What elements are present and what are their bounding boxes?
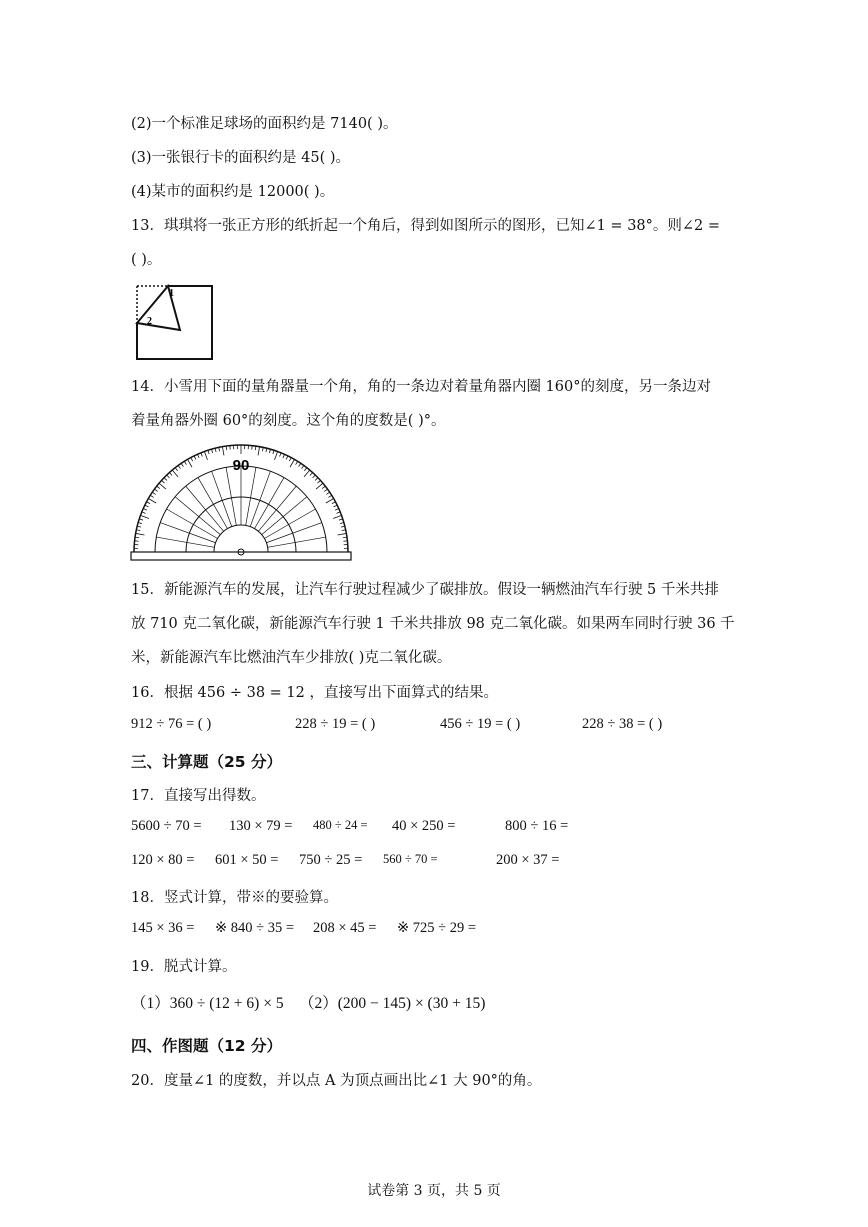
q17-expr: 560 ÷ 70 = [383,852,438,866]
q12-item2: (2)一个标准足球场的面积约是 7140( )。 [131,116,398,132]
q14-text-line2: 着量角器外圈 60°的刻度。这个角的度数是( )°。 [131,413,446,429]
page-footer: 试卷第 3 页，共 5 页 [367,1183,501,1199]
q17-expr: 601 × 50 = [215,852,279,868]
q17-row1 [131,818,568,835]
q19-expr2: （2）(200 − 145) × (30 + 15) [299,995,486,1012]
section3-title: 三、计算题（25 分） [131,753,282,771]
q17-row2 [131,852,559,869]
q19-text: 19．脱式计算。 [131,959,237,975]
protractor-90-label: 90 [232,457,250,474]
q17-expr: 40 × 250 = [392,818,456,834]
q12-item3: (3)一张银行卡的面积约是 45( )。 [131,150,351,166]
q12-item4: (4)某市的面积约是 12000( )。 [131,184,335,200]
q16-expr: 228 ÷ 19 = ( ) [295,716,376,732]
q19-row [131,991,485,1013]
section4-title: 四、作图题（12 分） [131,1037,282,1055]
angle-1-label: 1 [169,288,174,299]
q20-text: 20．度量∠1 的度数，并以点 A 为顶点画出比∠1 大 90°的角。 [131,1073,542,1089]
q16-expr: 228 ÷ 38 = ( ) [582,716,663,732]
q14-text-line1: 14．小雪用下面的量角器量一个角，角的一条边对着量角器内圈 160°的刻度，另一条边对 [131,379,711,395]
q19-expr1: （1）360 ÷ (12 + 6) × 5 [131,995,284,1012]
q17-expr: 200 × 37 = [496,852,560,868]
q17-text: 17．直接写出得数。 [131,788,266,804]
q17-expr: 120 × 80 = [131,852,195,868]
q16-expr: 912 ÷ 76 = ( ) [131,716,212,732]
q13-text-line1: 13．琪琪将一张正方形的纸折起一个角后，得到如图所示的图形，已知∠1 = 38°。则∠2 = [131,218,721,234]
q18-expr: 145 × 36 = [131,920,195,936]
angle-2-label: 2 [147,316,152,327]
q15-text-line1: 15．新能源汽车的发展，让汽车行驶过程减少了碳排放。假设一辆燃油汽车行驶 5 千米共排 [131,582,719,598]
q16-expr: 456 ÷ 19 = ( ) [440,716,521,732]
q18-expr: ※ 840 ÷ 35 = [215,920,295,936]
q17-expr: 800 ÷ 16 = [505,818,569,834]
q17-expr: 480 ÷ 24 = [313,818,368,832]
q18-row [131,920,476,937]
q18-expr: 208 × 45 = [313,920,377,936]
q16-text-line1: 16．根据 456 ÷ 38 = 12 ，直接写出下面算式的结果。 [131,685,498,701]
folded-square-figure [130,283,216,363]
q13-text-line2: ( )。 [131,252,162,268]
q18-text: 18．竖式计算，带※的要验算。 [131,890,338,906]
protractor-figure [130,444,352,562]
q15-text-line2: 放 710 克二氧化碳，新能源汽车行驶 1 千米共排放 98 克二氧化碳。如果两车同时行驶 36 千 [131,616,735,632]
q17-expr: 130 × 79 = [229,818,293,834]
q15-text-line3: 米，新能源汽车比燃油汽车少排放( )克二氧化碳。 [131,650,452,666]
q16-expressions [131,716,662,733]
q18-expr: ※ 725 ÷ 29 = [397,920,477,936]
q17-expr: 750 ÷ 25 = [299,852,363,868]
q17-expr: 5600 ÷ 70 = [131,818,202,834]
